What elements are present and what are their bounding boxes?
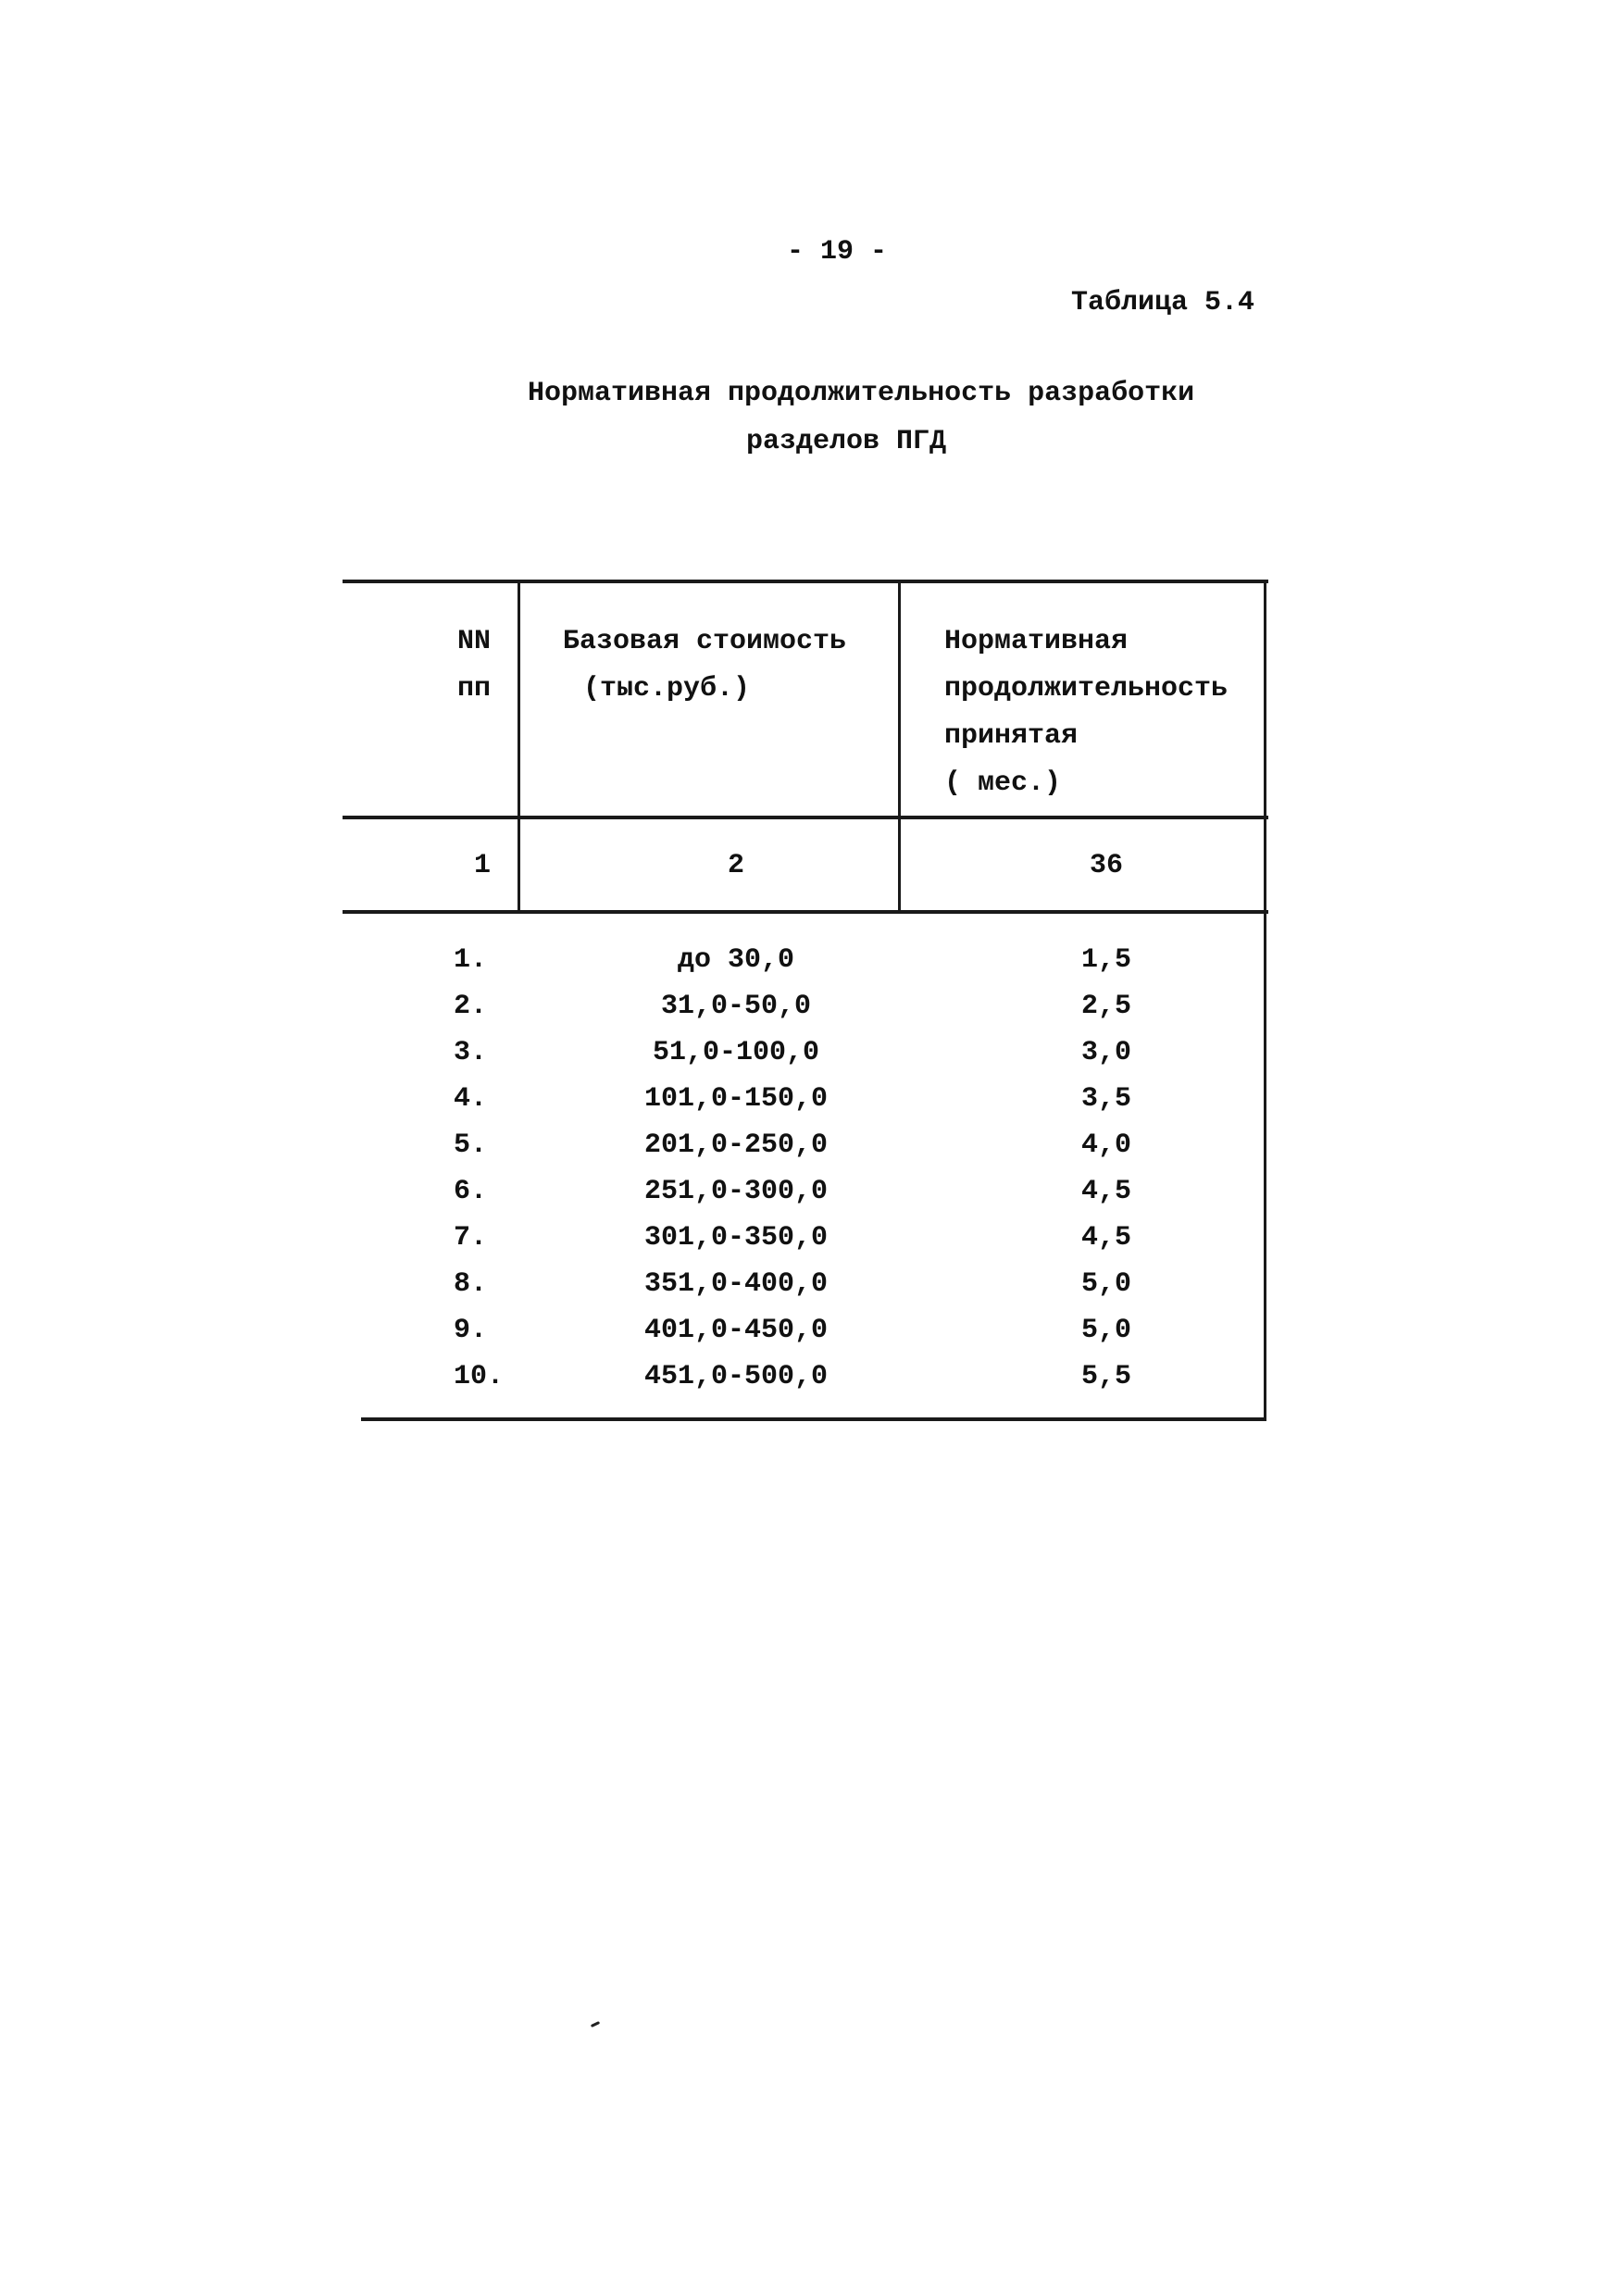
row-number: 7. <box>454 1222 488 1254</box>
row-base-cost: 351,0-400,0 <box>643 1268 829 1300</box>
header-col3 <box>944 618 1228 807</box>
row-number: 4. <box>454 1083 488 1115</box>
row-base-cost: 251,0-300,0 <box>643 1176 829 1207</box>
header-col3-line2: продолжительность <box>944 673 1229 705</box>
row-base-cost: 401,0-450,0 <box>643 1315 829 1346</box>
row-duration-months: 4,5 <box>1080 1176 1131 1207</box>
row-duration-months: 2,5 <box>1080 991 1131 1022</box>
right-border <box>1264 580 1266 1420</box>
col-divider-1 <box>518 580 520 913</box>
table-title-line-1: Нормативная продолжительность разработки <box>528 378 1195 409</box>
header-col1-line2: пп <box>456 673 491 705</box>
header-col1-line1: NN <box>456 626 491 657</box>
row-duration-months: 5,0 <box>1080 1315 1131 1346</box>
row-number: 3. <box>454 1037 488 1068</box>
table-bottom-rule <box>361 1417 1266 1421</box>
row-number: 2. <box>454 991 488 1022</box>
row-number: 8. <box>454 1268 488 1300</box>
row-duration-months: 1,5 <box>1080 944 1131 976</box>
row-base-cost: 451,0-500,0 <box>643 1361 829 1392</box>
numbers-bottom-rule <box>343 910 1268 914</box>
header-col2-line1: Базовая стоимость <box>563 626 847 657</box>
page-number: - 19 - <box>787 236 888 268</box>
row-duration-months: 3,5 <box>1080 1083 1131 1115</box>
table-top-rule <box>343 580 1268 583</box>
row-duration-months: 4,5 <box>1080 1222 1131 1254</box>
header-col3-line1: Нормативная <box>944 626 1129 657</box>
col-divider-2 <box>898 580 901 913</box>
row-duration-months: 3,0 <box>1080 1037 1131 1068</box>
column-number-2: 2 <box>727 850 744 881</box>
header-col2 <box>563 618 846 713</box>
row-number: 1. <box>454 944 488 976</box>
row-base-cost: 31,0-50,0 <box>660 991 812 1022</box>
column-number-1: 1 <box>473 850 491 881</box>
row-number: 6. <box>454 1176 488 1207</box>
header-bottom-rule <box>343 816 1268 819</box>
scan-smudge <box>591 2021 600 2028</box>
row-base-cost: 101,0-150,0 <box>643 1083 829 1115</box>
row-base-cost: 201,0-250,0 <box>643 1129 829 1161</box>
row-base-cost: 51,0-100,0 <box>652 1037 820 1068</box>
header-col3-line3: принятая <box>944 720 1079 752</box>
row-number: 5. <box>454 1129 488 1161</box>
row-base-cost: 301,0-350,0 <box>643 1222 829 1254</box>
column-number-3: 36 <box>1089 850 1123 881</box>
table-label: Таблица 5.4 <box>1071 287 1255 318</box>
header-col1 <box>370 618 491 713</box>
table-title-line-2: разделов ПГД <box>746 426 947 457</box>
row-number: 9. <box>454 1315 488 1346</box>
row-duration-months: 4,0 <box>1080 1129 1131 1161</box>
row-base-cost: до 30,0 <box>677 944 795 976</box>
row-duration-months: 5,0 <box>1080 1268 1131 1300</box>
row-number: 10. <box>454 1361 505 1392</box>
header-col2-line2: (тыс.руб.) <box>583 673 751 705</box>
row-duration-months: 5,5 <box>1080 1361 1131 1392</box>
header-col3-line4: ( мес.) <box>944 767 1062 799</box>
